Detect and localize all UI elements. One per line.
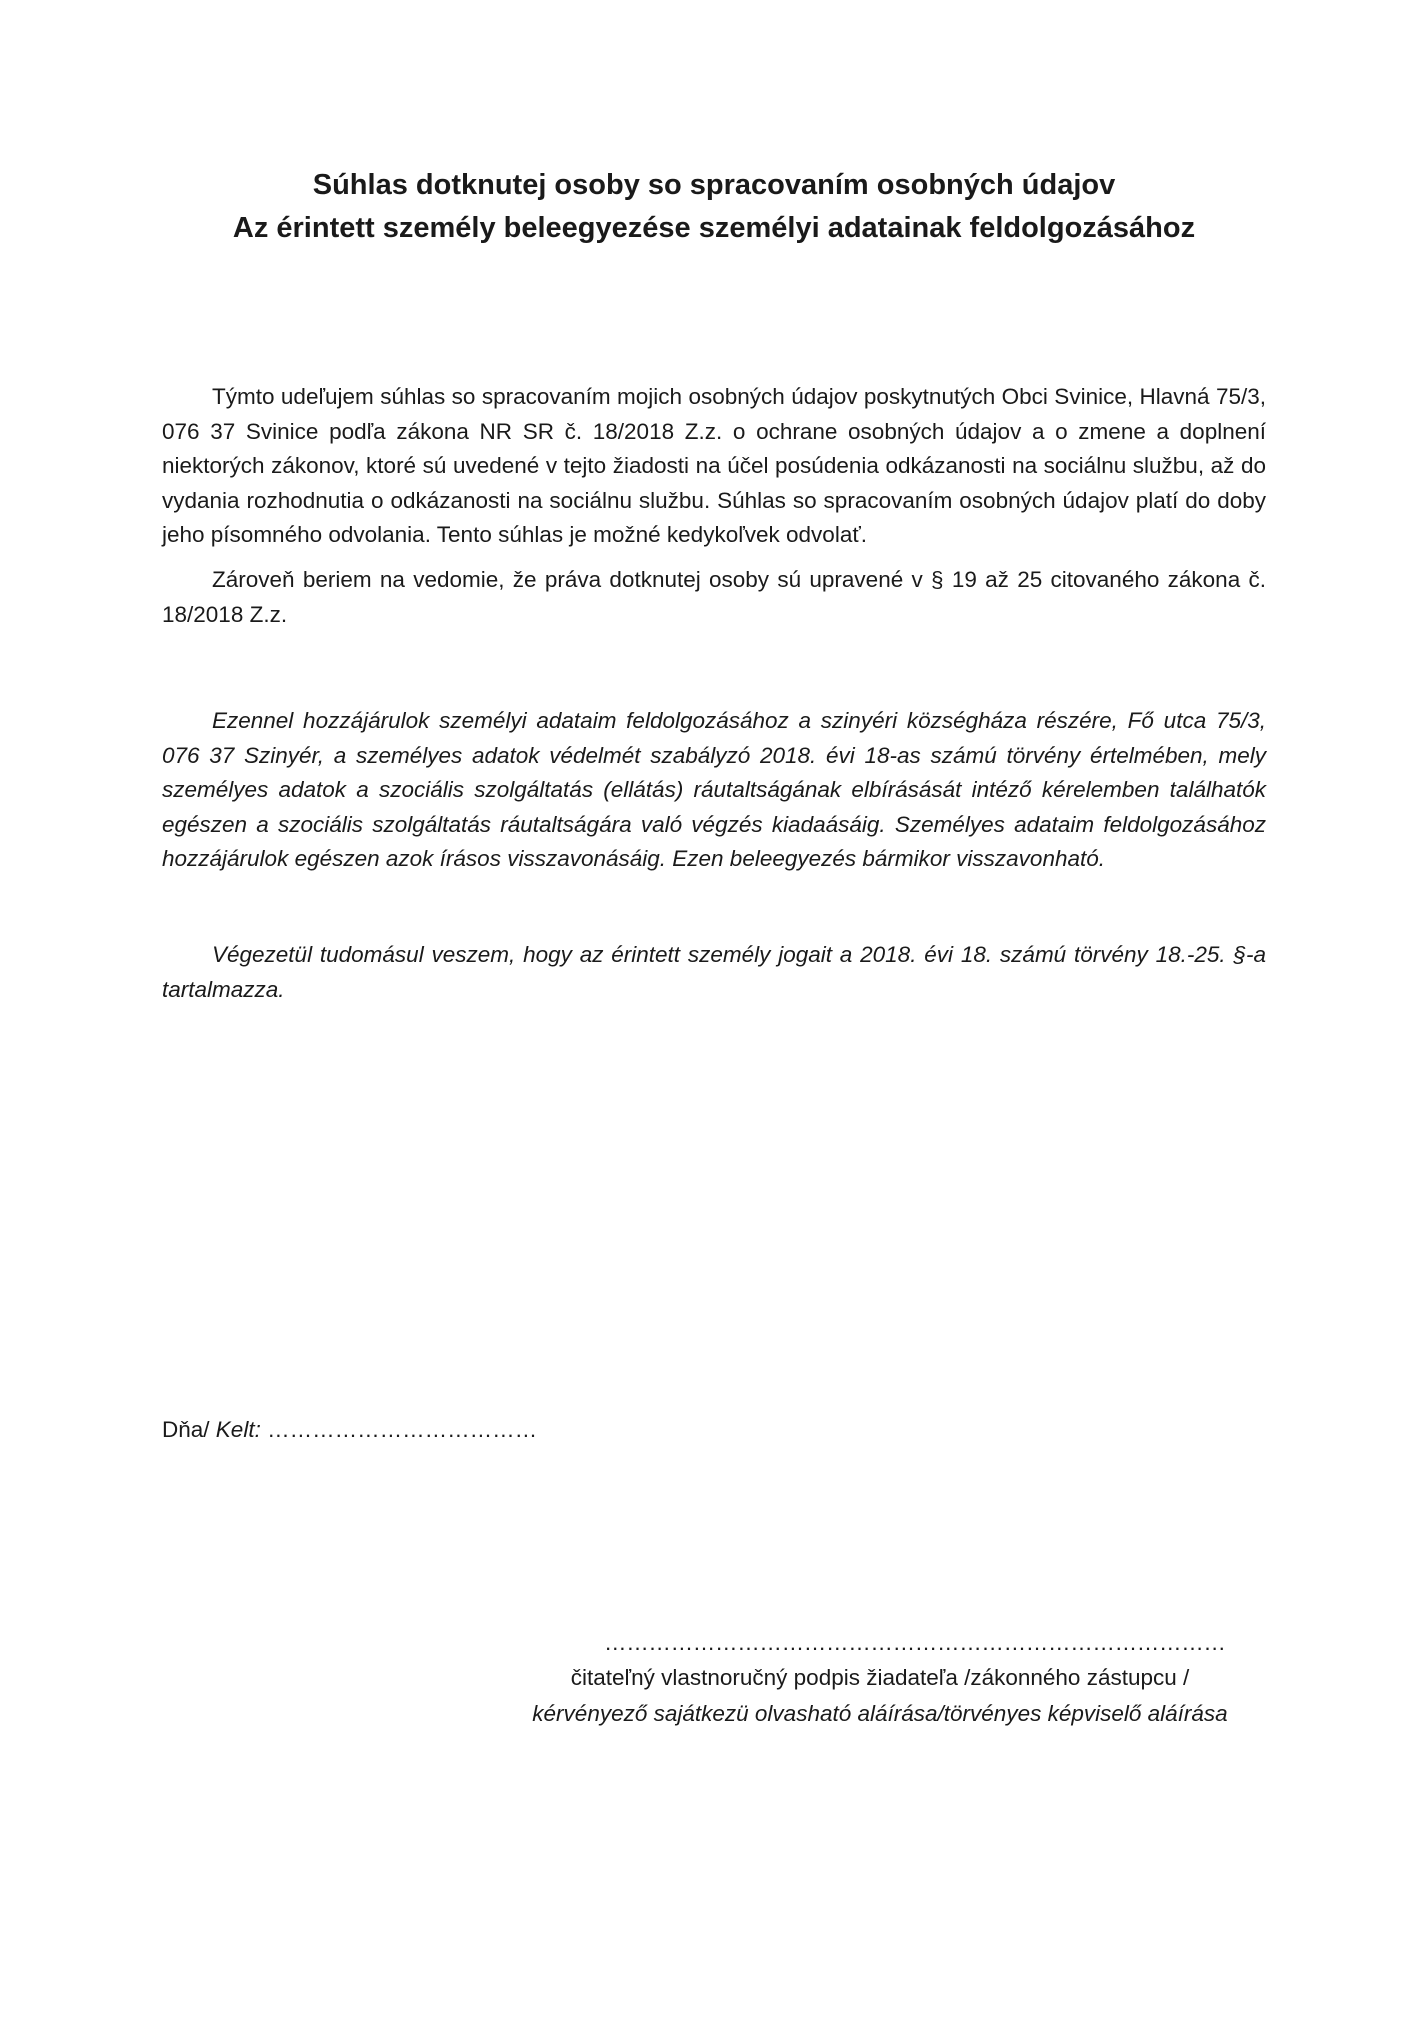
date-field: [162, 1413, 537, 1447]
date-label-slovak: Dňa/: [162, 1417, 210, 1442]
consent-section-hungarian: [162, 704, 1266, 877]
signature-label-hungarian: kérvényező sajátkezü olvasható aláírása/törvényes képviselő aláírása: [532, 1701, 1228, 1726]
paragraph-slovak-consent: Týmto udeľujem súhlas so spracovaním mojich osobných údajov poskytnutých Obci Svinice, Hlavná 75/3, 076 37 Svinice podľa zákona NR SR č. 18/2018 Z.z. o ochrane osobných údajov a o zmene a doplnení niektorých zákonov, ktoré sú uvedené v tejto žiadosti na účel posúdenia odkázanosti na sociálnu službu, až do vydania rozhodnutia o odkázanosti na sociálnu službu. Súhlas so spracovaním osobných údajov platí do doby jeho písomného odvolania. Tento súhlas je možné kedykoľvek odvolať.: [162, 384, 1266, 547]
signature-label-slovak: čitateľný vlastnoručný podpis žiadateľa /zákonného zástupcu /: [570, 1665, 1190, 1690]
date-blank-line[interactable]: ………………………………: [267, 1417, 538, 1442]
paragraph-hungarian-rights: Végezetül tudomásul veszem, hogy az érintett személy jogait a 2018. évi 18. számú törvény 18.-25. §-a tartalmazza.: [162, 942, 1266, 1002]
consent-section-slovak: [162, 380, 1266, 553]
date-label-hungarian: Kelt:: [215, 1417, 261, 1442]
title-hungarian: Az érintett személy beleegyezése személyi adatainak feldolgozásához: [232, 212, 1196, 244]
rights-section-hungarian: [162, 938, 1266, 1007]
paragraph-hungarian-consent: Ezennel hozzájárulok személyi adataim feldolgozásához a szinyéri községháza részére, Fő utca 75/3, 076 37 Szinyér, a személyes adatok védelmét szabályzó 2018. évi 18-as számú törvény értelmében, mely személyes adatok a szociális szolgáltatás (ellátás) ráutaltságának elbírásását intéző kérelemben találhatók egészen a szociális szolgáltatás ráutaltságára való végzés kiadaásáig. Személyes adataim feldolgozásához hozzájárulok egészen azok írásos visszavonásáig. Ezen beleegyezés bármikor visszavonható.: [162, 708, 1266, 871]
rights-section-slovak: [162, 563, 1266, 632]
paragraph-slovak-rights: Zároveň beriem na vedomie, že práva dotknutej osoby sú upravené v § 19 až 25 citovaného zákona č. 18/2018 Z.z.: [162, 567, 1266, 627]
title-slovak: Súhlas dotknutej osoby so spracovaním osobných údajov: [312, 169, 1116, 201]
signature-blank-line[interactable]: …………………………………………………………………………: [604, 1630, 1226, 1655]
